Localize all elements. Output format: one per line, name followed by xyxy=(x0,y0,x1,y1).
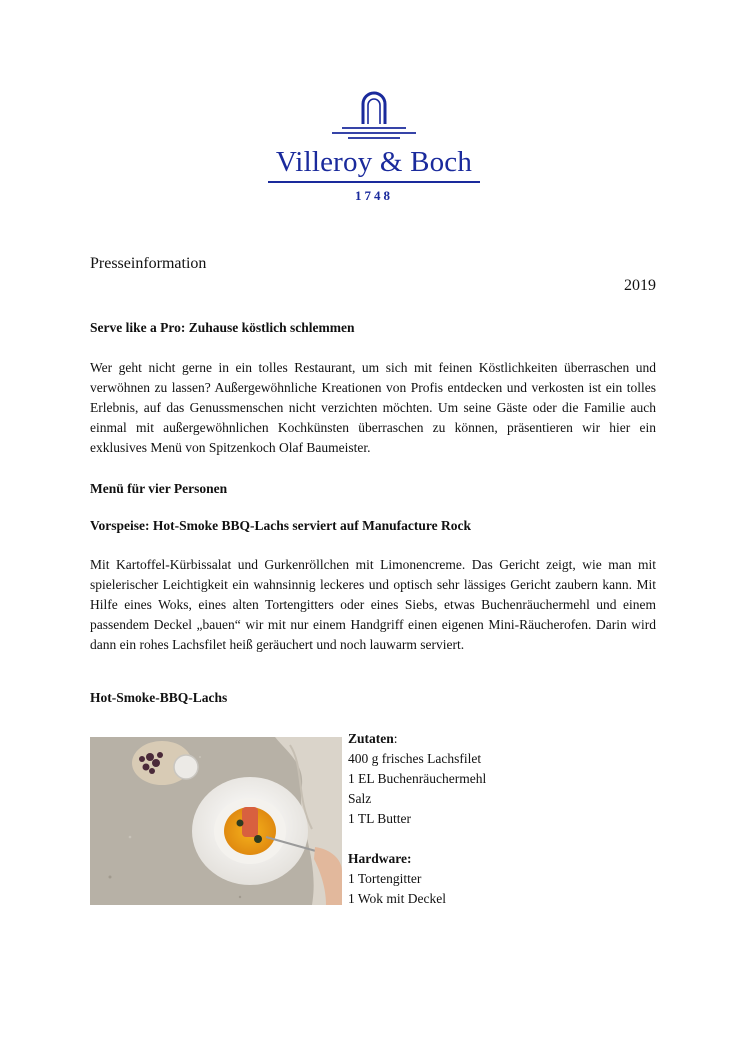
intro-paragraph: Wer geht nicht gerne in ein tolles Restaurant, um sich mit feinen Köstlichkeiten überraschen und verwöhnen zu lassen? Außergewöhnliche Kreationen von Profis entdecken und verkosten ist ein tolles Erlebnis, auf das Genussmenschen nicht verzichten möchten. Um seine Gäste oder die Familie auch einmal mit außergewöhnlichen Kochkünsten überraschen zu können, präsentieren wir hier ein exklusives Menü von Spitzenkoch Olaf Baumeister. xyxy=(90,360,656,455)
ingredient-item: Salz xyxy=(348,791,372,806)
logo-emblem-icon xyxy=(328,88,420,140)
ingredient-item: 1 EL Buchenräuchermehl xyxy=(348,771,487,786)
hardware-item: 1 Tortengitter xyxy=(348,871,422,886)
article-title: Serve like a Pro: Zuhause köstlich schlemmen xyxy=(90,320,355,335)
recipe-heading: Hot-Smoke-BBQ-Lachs xyxy=(90,690,228,705)
ingredients-label-colon: : xyxy=(393,731,398,746)
logo-underline xyxy=(268,181,480,183)
recipe-list xyxy=(348,729,486,909)
ingredient-item: 400 g frisches Lachsfilet xyxy=(348,751,482,766)
dish-photo xyxy=(90,737,342,905)
logo-brand-name: Villeroy & Boch xyxy=(275,146,473,178)
list-spacer xyxy=(348,829,486,849)
ingredients-label: Zutaten xyxy=(348,731,394,746)
hardware-item: 1 Wok mit Deckel xyxy=(348,891,447,906)
starter-heading: Vorspeise: Hot-Smoke BBQ-Lachs serviert auf Manufacture Rock xyxy=(90,518,471,533)
ingredient-item: 1 TL Butter xyxy=(348,811,411,826)
hardware-label: Hardware: xyxy=(348,851,412,866)
menu-heading: Menü für vier Personen xyxy=(90,481,228,496)
press-year: 2019 xyxy=(624,277,656,294)
press-label: Presseinformation xyxy=(90,255,207,272)
logo-year: 1748 xyxy=(355,188,393,203)
villeroy-boch-logo xyxy=(262,88,486,208)
starter-paragraph: Mit Kartoffel-Kürbissalat und Gurkenröllchen mit Limonencreme. Das Gericht zeigt, wie man mit spielerischer Leichtigkeit ein wahnsinnig leckeres und optisch sehr lässiges Gericht zaubern kann. Mit Hilfe eines Woks, eines alten Tortengitters oder eines Siebs, etwas Buchenräuchermehl und einem passendem Deckel „bauen“ wir mit nur einem Handgriff einen eigenen Mini-Räucherofen. Darin wird dann ein rohes Lachsfilet heiß geräuchert und noch lauwarm serviert. xyxy=(90,557,656,652)
